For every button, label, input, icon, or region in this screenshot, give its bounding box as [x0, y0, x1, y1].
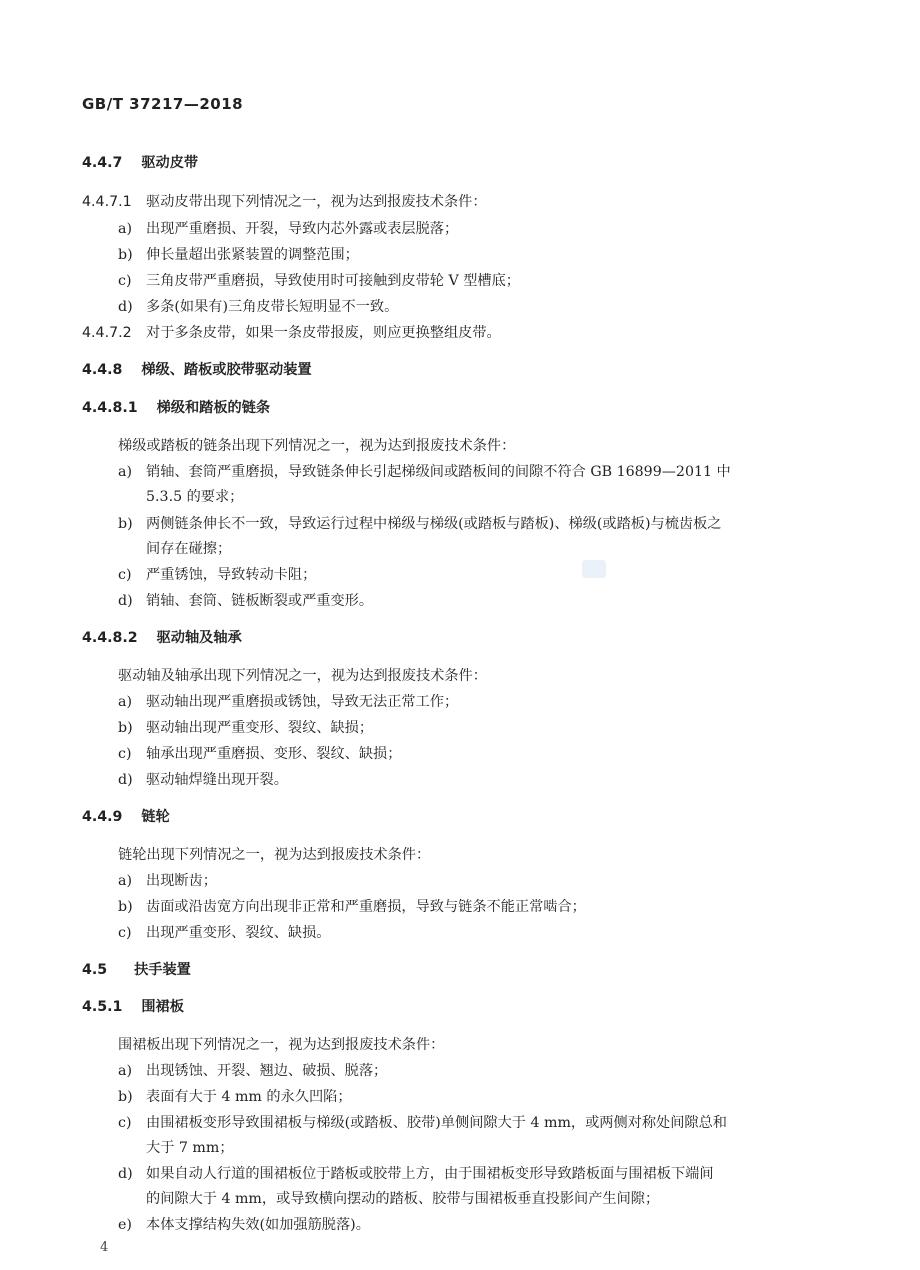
list-item: 驱动轴焊缝出现开裂。: [146, 772, 288, 788]
list-item-continuation: 5.3.5 的要求；: [146, 489, 244, 505]
list-item: 出现断齿；: [146, 873, 217, 889]
list-label: d): [118, 593, 133, 609]
list-item: 驱动轴出现严重磨损或锈蚀，导致无法正常工作；: [146, 694, 459, 710]
subsection-heading: [82, 398, 270, 418]
intro-text: 链轮出现下列情况之一，视为达到报废技术条件：: [118, 847, 431, 863]
list-label: d): [118, 772, 133, 788]
list-label: b): [118, 1089, 133, 1105]
list-item: 多条(如果有)三角皮带长短明显不一致。: [146, 299, 399, 315]
section-number: 4.4.8: [82, 362, 123, 378]
list-label: b): [118, 247, 133, 263]
clause-text: 对于多条皮带，如果一条皮带报废，则应更换整组皮带。: [146, 325, 501, 341]
list-item: 齿面或沿齿宽方向出现非正常和严重磨损，导致与链条不能正常啮合；: [146, 899, 586, 915]
clause-text: 驱动皮带出现下列情况之一，视为达到报废技术条件：: [146, 194, 487, 210]
section-number: 4.4.8.1: [82, 400, 138, 416]
list-label: b): [118, 899, 133, 915]
intro-text: 梯级或踏板的链条出现下列情况之一，视为达到报废技术条件：: [118, 438, 516, 454]
section-title: 围裙板: [141, 999, 184, 1015]
list-label: e): [118, 1217, 132, 1233]
list-item-continuation: 间存在碰擦；: [146, 541, 232, 557]
section-title: 梯级和踏板的链条: [156, 400, 271, 416]
section-title: 驱动皮带: [141, 155, 199, 171]
list-label: d): [118, 1166, 133, 1182]
list-label: c): [118, 746, 132, 762]
section-heading: [82, 807, 170, 827]
section-heading: [82, 960, 191, 980]
subsection-heading: [82, 628, 242, 648]
list-item: 由围裙板变形导致围裙板与梯级(或踏板、胶带)单侧间隙大于 4 mm，或两侧对称处间隙总和: [146, 1115, 727, 1131]
list-label: a): [118, 464, 132, 480]
list-item: 出现严重变形、裂纹、缺损。: [146, 925, 331, 941]
section-number: 4.4.7: [82, 155, 123, 171]
document-header: GB/T 37217—2018: [82, 95, 244, 113]
list-label: a): [118, 1063, 132, 1079]
section-heading: [82, 360, 312, 380]
list-item: 两侧链条伸长不一致，导致运行过程中梯级与梯级(或踏板与踏板)、梯级(或踏板)与梳齿板之: [146, 516, 722, 532]
section-title: 链轮: [141, 809, 170, 825]
list-item: 驱动轴出现严重变形、裂纹、缺损；: [146, 720, 374, 736]
section-title: 扶手装置: [134, 962, 191, 978]
section-number: 4.4.8.2: [82, 630, 138, 646]
subsection-heading: [82, 997, 184, 1017]
list-item: 表面有大于 4 mm 的永久凹陷；: [146, 1089, 352, 1105]
list-item: 三角皮带严重磨损，导致使用时可接触到皮带轮 V 型槽底；: [146, 273, 520, 289]
clause-number: 4.4.7.2: [82, 325, 132, 341]
list-label: b): [118, 516, 133, 532]
list-label: a): [118, 221, 132, 237]
section-heading: [82, 153, 198, 173]
list-label: c): [118, 273, 132, 289]
watermark-logo: [582, 560, 606, 578]
section-title: 驱动轴及轴承: [156, 630, 242, 646]
list-label: a): [118, 694, 132, 710]
list-label: a): [118, 873, 132, 889]
intro-text: 驱动轴及轴承出现下列情况之一，视为达到报废技术条件：: [118, 668, 487, 684]
list-label: b): [118, 720, 133, 736]
list-item: 如果自动人行道的围裙板位于踏板或胶带上方，由于围裙板变形导致踏板面与围裙板下端间: [146, 1166, 714, 1182]
list-item: 出现锈蚀、开裂、翘边、破损、脱落；: [146, 1063, 388, 1079]
section-title: 梯级、踏板或胶带驱动装置: [141, 362, 312, 378]
intro-text: 围裙板出现下列情况之一，视为达到报废技术条件：: [118, 1037, 445, 1053]
list-label: c): [118, 925, 132, 941]
list-item: 本体支撑结构失效(如加强筋脱落)。: [146, 1217, 370, 1233]
section-number: 4.5.1: [82, 999, 123, 1015]
section-number: 4.5: [82, 962, 108, 978]
list-label: c): [118, 567, 132, 583]
clause-number: 4.4.7.1: [82, 194, 132, 210]
page-number: 4: [100, 1240, 109, 1255]
list-item: 轴承出现严重磨损、变形、裂纹、缺损；: [146, 746, 402, 762]
list-item: 严重锈蚀，导致转动卡阻；: [146, 567, 317, 583]
list-item: 销轴、套筒、链板断裂或严重变形。: [146, 593, 374, 609]
list-label: c): [118, 1115, 132, 1131]
list-item: 出现严重磨损、开裂，导致内芯外露或表层脱落；: [146, 221, 459, 237]
list-item: 伸长量超出张紧装置的调整范围；: [146, 247, 359, 263]
list-label: d): [118, 299, 133, 315]
list-item: 销轴、套筒严重磨损，导致链条伸长引起梯级间或踏板间的间隙不符合 GB 16899—2011 中: [146, 464, 731, 480]
list-item-continuation: 的间隙大于 4 mm，或导致横向摆动的踏板、胶带与围裙板垂直投影间产生间隙；: [146, 1191, 660, 1207]
section-number: 4.4.9: [82, 809, 123, 825]
list-item-continuation: 大于 7 mm；: [146, 1140, 234, 1156]
